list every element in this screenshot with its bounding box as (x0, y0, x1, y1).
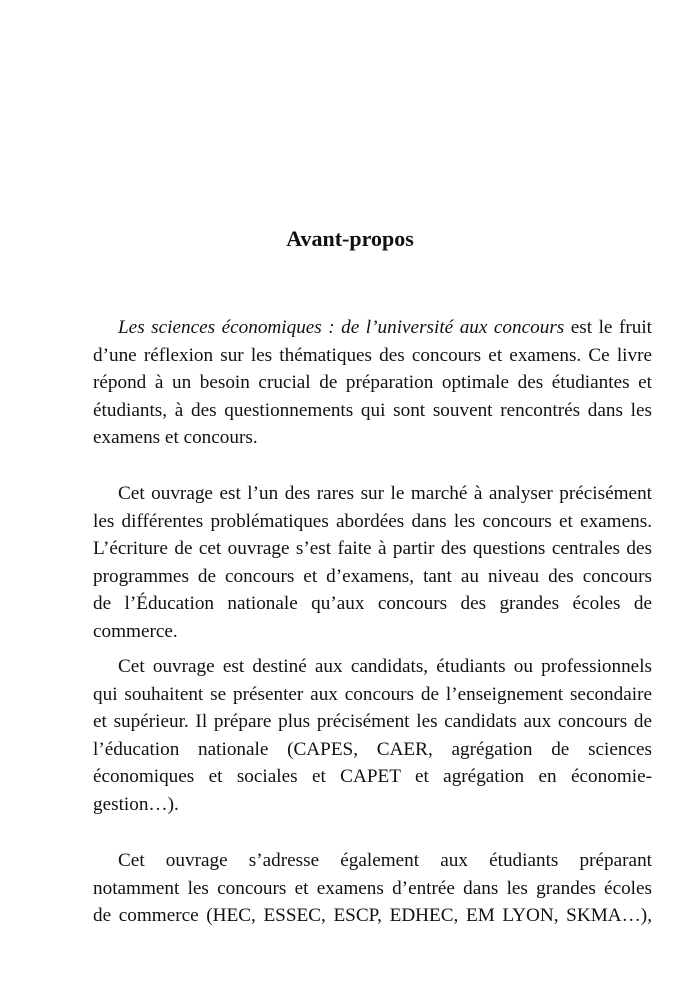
text-line: notamment les concours et examens d’entrée dans les grandes écoles (93, 877, 652, 899)
text-line: d’une réflexion sur les thématiques des concours et examens. Ce livre (93, 344, 652, 366)
text-line: gestion…). (93, 793, 179, 815)
text-line: répond à un besoin crucial de préparation optimale des étudiantes et (93, 372, 652, 394)
text-line: Cet ouvrage est destiné aux candidats, étudiants ou professionnels (118, 656, 652, 677)
text-line: qui souhaitent se présenter aux concours de l’enseignement secondaire (93, 683, 652, 705)
text-line: les différentes problématiques abordées dans les concours et examens. (93, 510, 652, 532)
text-line: Cet ouvrage est l’un des rares sur le marché à analyser précisément (118, 483, 652, 504)
text-line: programmes de concours et d’examens, tant au niveau des concours (93, 565, 652, 587)
paragraph-4 (93, 847, 652, 930)
text-line: commerce. (93, 620, 178, 642)
text-line: Cet ouvrage s’adresse également aux étudiants préparant (118, 850, 652, 871)
book-title-italic: Les sciences économiques : de l’université aux concours (118, 317, 565, 338)
page-title: Avant-propos (286, 225, 414, 251)
text-line: de commerce (HEC, ESSEC, ESCP, EDHEC, EM LYON, SKMA…), (93, 905, 652, 927)
text-line: l’éducation nationale (CAPES, CAER, agrégation de sciences (93, 738, 652, 760)
text-line: étudiants, à des questionnements qui sont souvent rencontrés dans les (93, 399, 652, 421)
paragraph-2 (93, 480, 652, 646)
paragraph-3 (93, 653, 652, 819)
text-line: de l’Éducation nationale qu’aux concours des grandes écoles de (93, 593, 652, 615)
text-line: économiques et sociales et CAPET et agrégation en économie- (93, 766, 652, 788)
paragraph-1 (93, 314, 652, 452)
text-line (93, 314, 652, 342)
text-line: examens et concours. (93, 427, 258, 449)
text-line: et supérieur. Il prépare plus précisément les candidats aux concours de (93, 711, 652, 733)
text-line: L’écriture de cet ouvrage s’est faite à partir des questions centrales des (93, 538, 652, 560)
text-span: est le fruit (564, 317, 652, 338)
